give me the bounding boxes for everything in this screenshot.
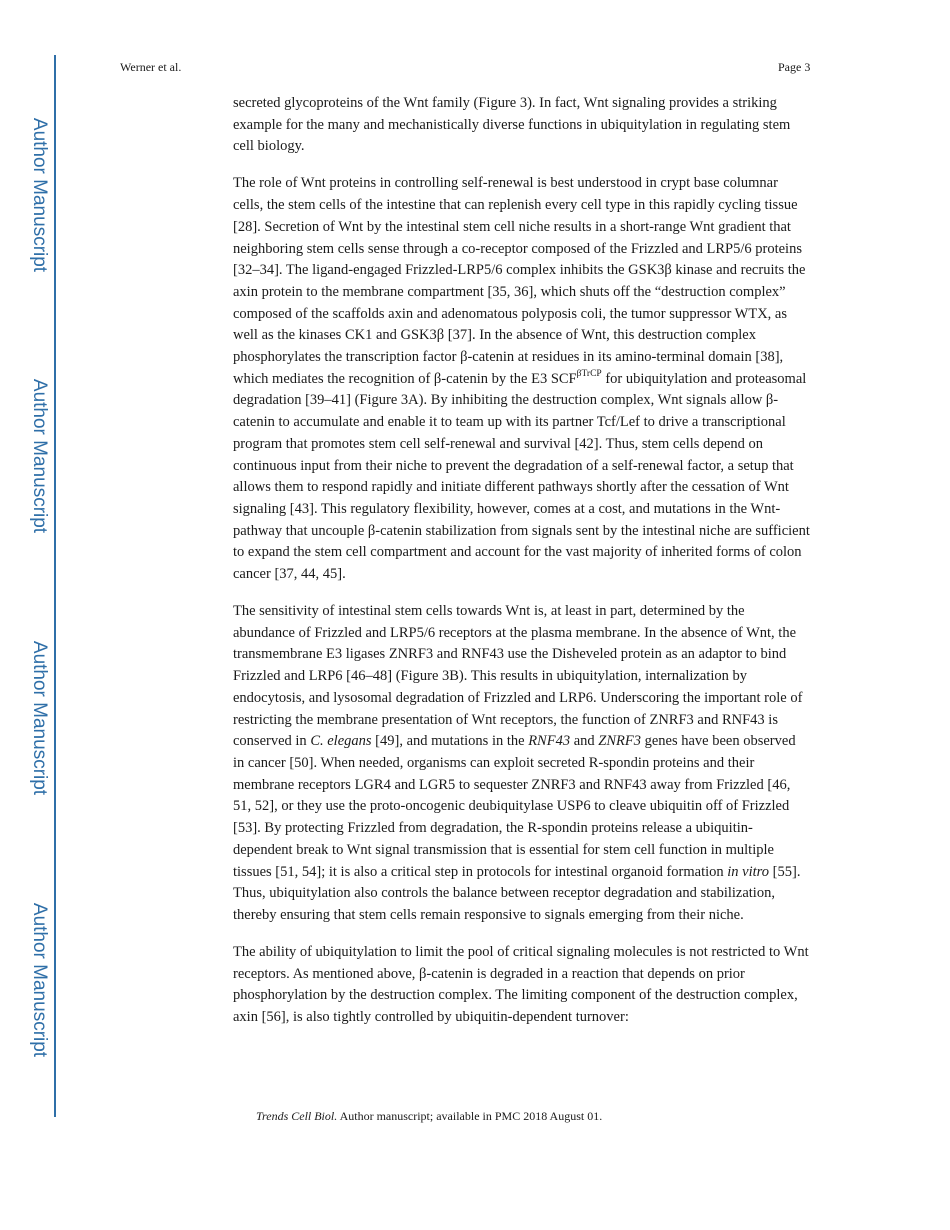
running-header-author: Werner et al.	[120, 60, 182, 74]
gene-name: ZNRF3	[598, 733, 641, 750]
footer-note: Author manuscript; available in PMC 2018 August 01.	[337, 1109, 603, 1123]
journal-name: Trends Cell Biol.	[256, 1109, 338, 1123]
paragraph-text: [49], and mutations in the	[371, 733, 529, 750]
gene-name: RNF43	[528, 733, 571, 750]
margin-rule	[54, 55, 56, 1117]
paragraph-text: The role of Wnt proteins in controlling self-renewal is best understood in crypt base columnar cells, the stem cells of the intestine that can replenish every cell type in this rapidly cycling tissue [28]. Secretion of Wnt by the intestinal stem cell niche results in a short-range Wnt gradient that neighboring stem cells sense through a co-receptor composed of the Frizzled and LRP5/6 proteins [32–34]. The ligand-engaged Frizzled-LRP5/6 complex inhibits the GSK3β kinase and recruits the axin protein to the membrane compartment [35, 36], which shuts off the “destruction complex” composed of the scaffolds axin and adenomatous polyposis coli, the tumor suppressor WTX, as well as the kinases CK1 and GSK3β [37]. In the absence of Wnt, this destruction complex phosphorylates the transcription factor β-catenin at residues in its amino-terminal domain [38], which mediates the recognition of β-catenin by the E3 SCF	[233, 175, 806, 387]
author-manuscript-label: Author Manuscript	[29, 378, 50, 534]
species-name: C. elegans	[310, 733, 372, 750]
page-number: Page 3	[778, 60, 811, 74]
author-manuscript-label: Author Manuscript	[29, 640, 50, 796]
paragraph-text: secreted glycoproteins of the Wnt family (Figure 3). In fact, Wnt signaling provides a striking example for the many and mechanistically diverse functions in ubiquitylation in regulating stem cell biology.	[233, 95, 791, 155]
paragraph-text: [55]. Thus, ubiquitylation also controls the balance between receptor degradation and stabilization, thereby ensuring that stem cells remain responsive to signals emerging from their niche.	[233, 863, 801, 923]
paragraph-text: and	[570, 733, 599, 750]
paragraph-text: for ubiquitylation and proteasomal degradation [39–41] (Figure 3A). By inhibiting the destruction complex, Wnt signals allow β-catenin to accumulate and enable it to team up with its partner Tcf/Lef to drive a transcriptional program that promotes stem cell self-renewal and survival [42]. Thus, stem cells depend on continuous input from their niche to prevent the degradation of a self-renewal factor, a setup that allows them to respond rapidly and initiate different pathways shortly after the cessation of Wnt signaling [43]. This regulatory flexibility, however, comes at a cost, and mutations in the Wnt-pathway that uncouple β-catenin stabilization from signals sent by the intestinal niche are sufficient to expand the stem cell compartment and account for the vast majority of inherited forms of colon cancer [37, 44, 45].	[233, 370, 810, 583]
author-manuscript-label: Author Manuscript	[29, 902, 50, 1058]
paragraph	[233, 601, 810, 927]
superscript: βTrCP	[576, 368, 602, 379]
paragraph-text: The sensitivity of intestinal stem cells towards Wnt is, at least in part, determined by the abundance of Frizzled and LRP5/6 receptors at the plasma membrane. In the absence of Wnt, the transmembrane E3 ligases ZNRF3 and RNF43 use the Disheveled protein as an adaptor to bind Frizzled and LRP6 [46–48] (Figure 3B). This results in ubiquitylation, internalization by endocytosis, and lysosomal degradation of Frizzled and LRP6. Underscoring the important role of restricting the membrane presentation of Wnt receptors, the function of ZNRF3 and RNF43 is conserved in	[233, 603, 803, 750]
paragraph	[233, 93, 810, 158]
paragraph-text: genes have been observed in cancer [50]. When needed, organisms can exploit secreted R-spondin proteins and their membrane receptors LGR4 and LGR5 to sequester ZNRF3 and RNF43 away from Frizzled [46, 51, 52], or they use the proto-oncogenic deubiquitylase USP6 to cleave ubiquitin off of Frizzled [53]. By protecting Frizzled from degradation, the R-spondin proteins release a ubiquitin-dependent break to Wnt signal transmission that is essential for stem cell function in multiple tissues [51, 54]; it is also a critical step in protocols for intestinal organoid formation	[233, 733, 796, 880]
paragraph	[233, 942, 810, 1029]
paragraph-text: The ability of ubiquitylation to limit the pool of critical signaling molecules is not restricted to Wnt receptors. As mentioned above, β-catenin is degraded in a reaction that depends on prior phosphorylation by the destruction complex. The limiting component of the destruction complex, axin [56], is also tightly controlled by ubiquitin-dependent turnover:	[233, 943, 809, 1026]
paragraph	[233, 173, 810, 585]
article-body	[233, 93, 810, 1044]
footer-citation	[256, 1109, 602, 1124]
latin-term: in vitro	[727, 863, 770, 880]
author-manuscript-label: Author Manuscript	[29, 117, 50, 273]
